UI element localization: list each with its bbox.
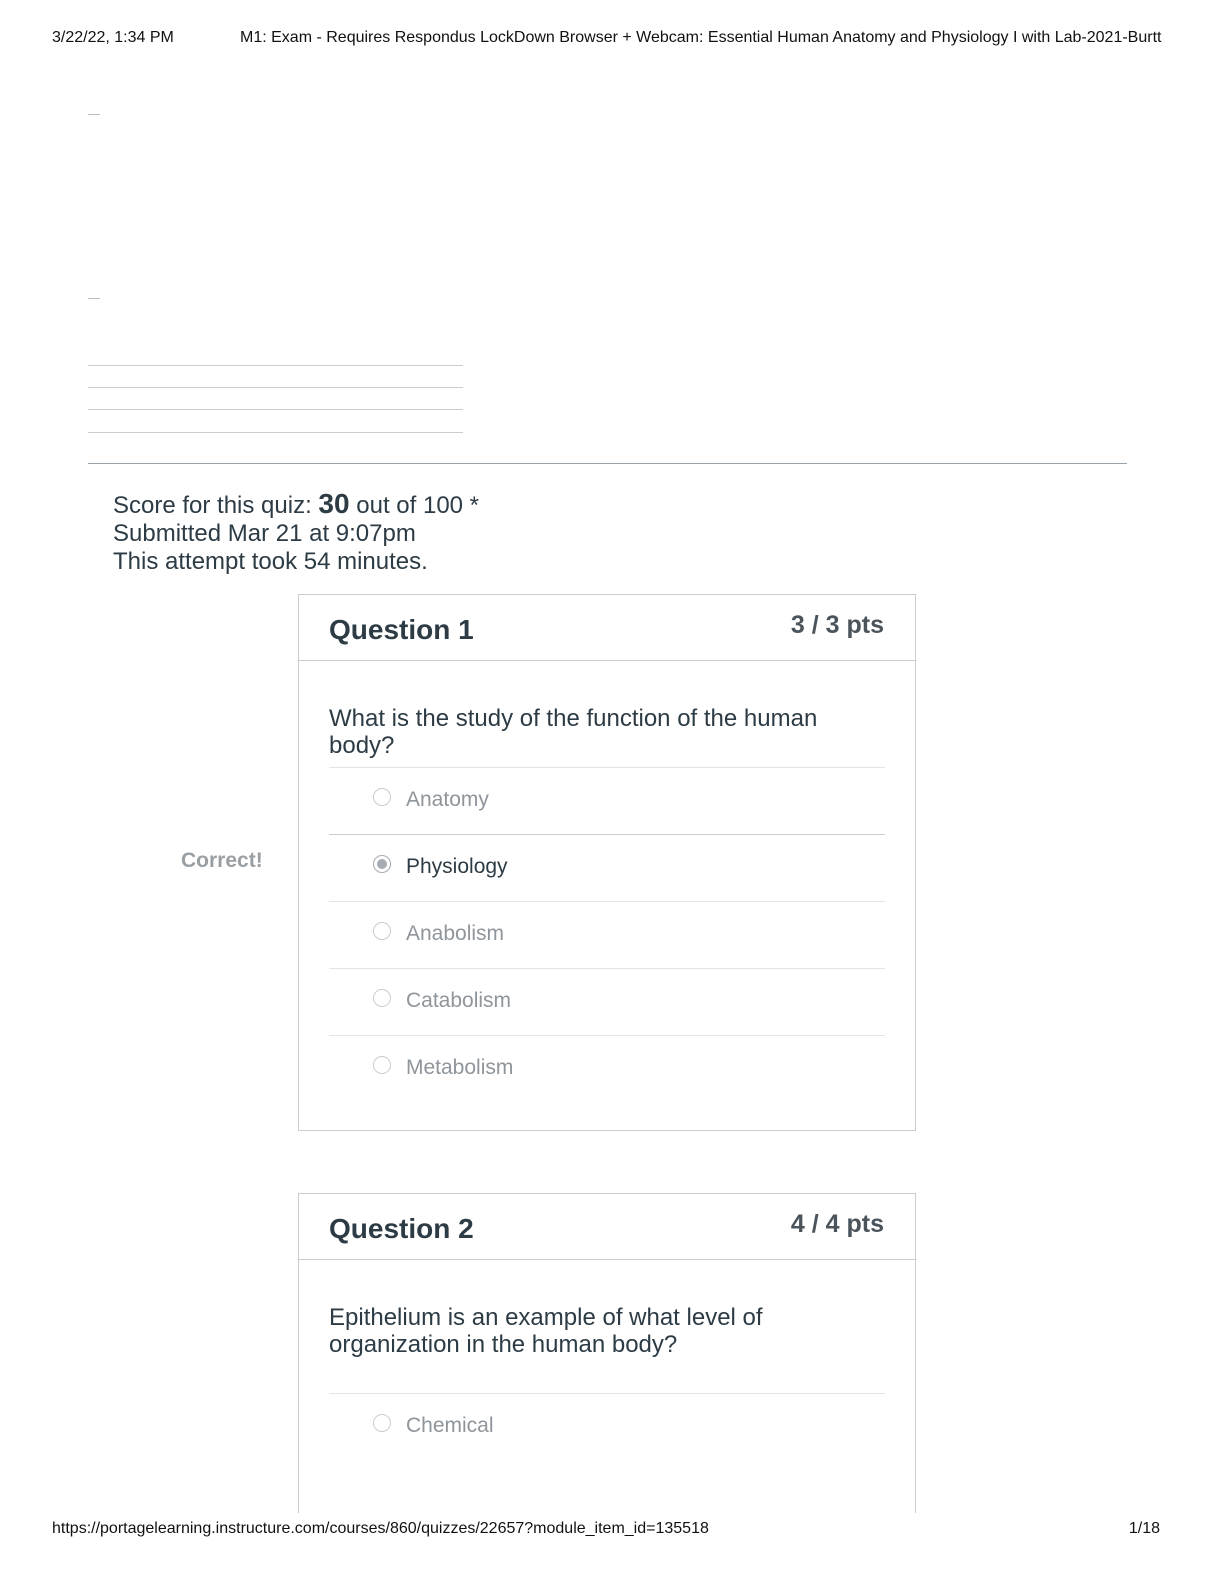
print-date: 3/22/22, 1:34 PM xyxy=(52,29,174,46)
answer-option[interactable] xyxy=(329,767,885,834)
answer-option[interactable] xyxy=(329,968,885,1035)
answer-option[interactable] xyxy=(329,1393,885,1460)
score-suffix: out of 100 * xyxy=(356,492,480,519)
radio-button[interactable] xyxy=(373,788,391,806)
submitted-time: Submitted Mar 21 at 9:07pm xyxy=(113,520,416,547)
question-card-2 xyxy=(298,1193,916,1513)
answer-label: Anatomy xyxy=(406,788,489,811)
question-points: 4 / 4 pts xyxy=(790,1210,884,1238)
section-divider xyxy=(88,463,1127,464)
answer-label: Physiology xyxy=(406,855,508,878)
collapsed-section-marker xyxy=(88,114,100,115)
radio-button[interactable] xyxy=(373,922,391,940)
radio-button[interactable] xyxy=(373,1414,391,1432)
attempt-duration: This attempt took 54 minutes. xyxy=(113,548,428,575)
answer-label: Chemical xyxy=(406,1414,494,1437)
question-title: Question 1 xyxy=(329,614,474,645)
answer-label: Catabolism xyxy=(406,989,512,1012)
divider xyxy=(88,432,463,433)
correct-answer-flag: Correct! xyxy=(181,849,263,872)
question-text: What is the study of the function of the human body? xyxy=(329,705,818,759)
question-card-1 xyxy=(298,594,916,1131)
divider xyxy=(88,409,463,410)
quiz-score-summary xyxy=(113,490,479,576)
score-line xyxy=(113,490,479,520)
score-value: 30 xyxy=(318,488,350,519)
question-header xyxy=(299,595,915,661)
answer-list xyxy=(329,1393,885,1460)
page-url: https://portagelearning.instructure.com/courses/860/quizzes/22657?module_item_id=135518 xyxy=(52,1520,709,1537)
radio-button[interactable] xyxy=(373,989,391,1007)
divider xyxy=(88,387,463,388)
divider xyxy=(88,365,463,366)
score-label: Score for this quiz: xyxy=(113,492,312,519)
question-points: 3 / 3 pts xyxy=(790,611,884,639)
question-header xyxy=(299,1194,915,1260)
question-text: Epithelium is an example of what level of organization in the human body? xyxy=(329,1304,763,1358)
collapsed-section-marker xyxy=(88,298,100,299)
answer-option[interactable] xyxy=(329,901,885,968)
print-page-title: M1: Exam - Requires Respondus LockDown Browser + Webcam: Essential Human Anatomy and Physiology I with Lab-2021-Burtt xyxy=(240,29,1162,46)
answer-label: Anabolism xyxy=(406,922,505,945)
page-number: 1/18 xyxy=(1128,1520,1160,1537)
answer-list xyxy=(329,767,885,1102)
answer-option-selected[interactable] xyxy=(329,834,885,901)
answer-option[interactable] xyxy=(329,1035,885,1102)
radio-button[interactable] xyxy=(373,1056,391,1074)
radio-button-checked[interactable] xyxy=(373,855,391,873)
answer-label: Metabolism xyxy=(406,1056,514,1079)
question-title: Question 2 xyxy=(329,1213,474,1244)
